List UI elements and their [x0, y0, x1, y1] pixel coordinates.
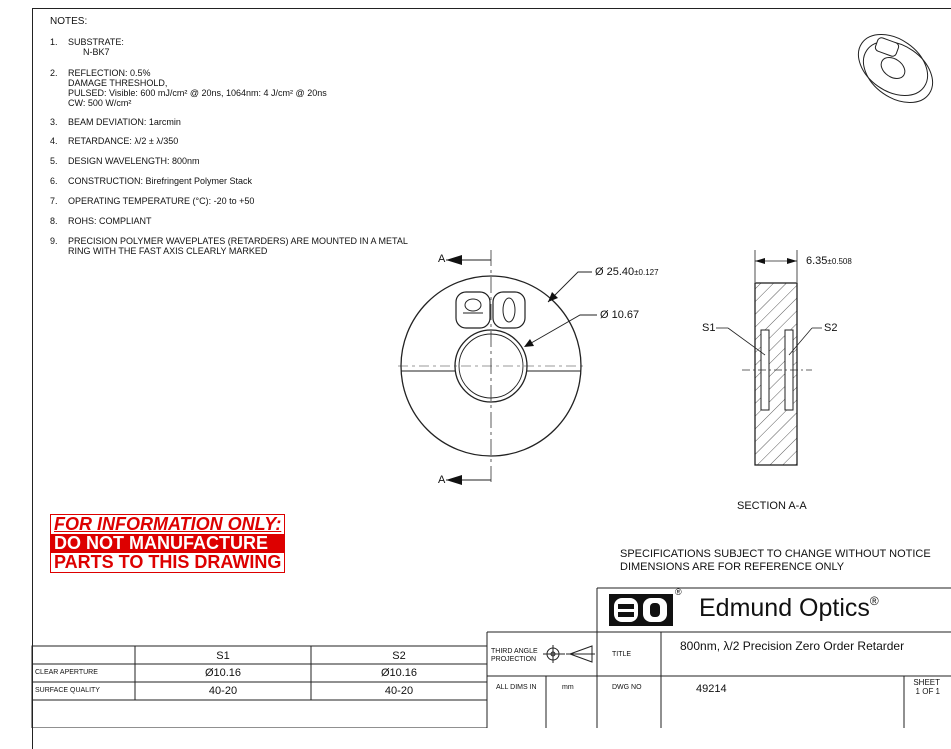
table-row-label: CLEAR APERTURE [35, 669, 98, 676]
note-number: 3. [50, 117, 58, 127]
note-text: ROHS: COMPLIANT [68, 216, 152, 226]
isometric-view [847, 22, 944, 115]
warning-line-1: FOR INFORMATION ONLY: [54, 514, 282, 534]
sheet-label: SHEET [913, 678, 940, 687]
spec-notice-line-2: DIMENSIONS ARE FOR REFERENCE ONLY [620, 561, 845, 573]
third-angle-label: THIRD ANGLE PROJECTION [491, 648, 538, 663]
title-value: 800nm, λ/2 Precision Zero Order Retarder [680, 639, 905, 653]
notes-title: NOTES: [50, 16, 88, 27]
table-row-label: SURFACE QUALITY [35, 687, 100, 694]
inner-diameter-dim: Ø 10.67 [600, 309, 640, 321]
note-text: CONSTRUCTION: Birefringent Polymer Stack [68, 176, 253, 186]
note-text: RETARDANCE: λ/2 ± λ/350 [68, 136, 179, 146]
table-cell: Ø10.16 [380, 667, 418, 679]
s2-label: S2 [824, 322, 838, 334]
dwg-no-value: 49214 [696, 683, 727, 695]
table-cell: Ø10.16 [204, 667, 242, 679]
table-cell: 40-20 [208, 685, 238, 697]
outer-diameter-dim: Ø 25.40±0.127 [595, 266, 659, 278]
note-text: DESIGN WAVELENGTH: 800nm [68, 156, 200, 166]
company-name: Edmund Optics® [699, 594, 879, 622]
dwg-no-label: DWG NO [612, 684, 642, 691]
note-number: 4. [50, 136, 58, 146]
note-number: 2. [50, 68, 58, 78]
note-text: SUBSTRATE: N-BK7 [68, 37, 124, 57]
section-view [716, 250, 822, 465]
front-view [398, 250, 597, 485]
note-number: 5. [50, 156, 58, 166]
note-number: 8. [50, 216, 58, 226]
note-number: 9. [50, 236, 58, 246]
note-number: 6. [50, 176, 58, 186]
registered-mark: ® [675, 587, 682, 597]
section-marker-top: A [438, 253, 446, 265]
all-dims-label: ALL DIMS IN [496, 684, 537, 691]
note-number: 7. [50, 196, 58, 206]
note-number: 1. [50, 37, 58, 47]
eo-logo [609, 594, 673, 626]
s1-label: S1 [702, 322, 716, 334]
warning-box [50, 514, 285, 573]
note-text: REFLECTION: 0.5% DAMAGE THRESHOLD, PULSED: Visible: 600 mJ/cm² @ 20ns, 1064nm: 4 J/cm² @ 20ns CW: 500 W/cm² [68, 68, 327, 108]
eo-logo-engraving [456, 292, 525, 328]
note-text: PRECISION POLYMER WAVEPLATES (RETARDERS) ARE MOUNTED IN A METAL RING WITH THE FAST AXIS CLEARLY MARKED [68, 236, 408, 256]
note-text: BEAM DEVIATION: 1arcmin [68, 117, 181, 127]
table-cell: 40-20 [384, 685, 414, 697]
sheet-cell [910, 678, 940, 696]
table-header-s2: S2 [392, 650, 406, 662]
warning-line-2: DO NOT MANUFACTURE [51, 534, 284, 553]
third-angle-projection-symbol [543, 645, 595, 663]
sheet-value: 1 OF 1 [915, 687, 940, 696]
title-label: TITLE [612, 651, 632, 658]
thickness-dim: 6.35±0.508 [806, 255, 852, 267]
spec-notice-line-1: SPECIFICATIONS SUBJECT TO CHANGE WITHOUT NOTICE [620, 548, 931, 560]
note-text: OPERATING TEMPERATURE (°C): -20 to +50 [68, 196, 255, 206]
section-marker-bottom: A [438, 474, 446, 486]
section-label: SECTION A-A [737, 500, 807, 512]
all-dims-value: mm [562, 684, 574, 691]
table-header-s1: S1 [216, 650, 230, 662]
warning-line-3: PARTS TO THIS DRAWING [54, 552, 282, 572]
spec-notice [620, 548, 931, 574]
